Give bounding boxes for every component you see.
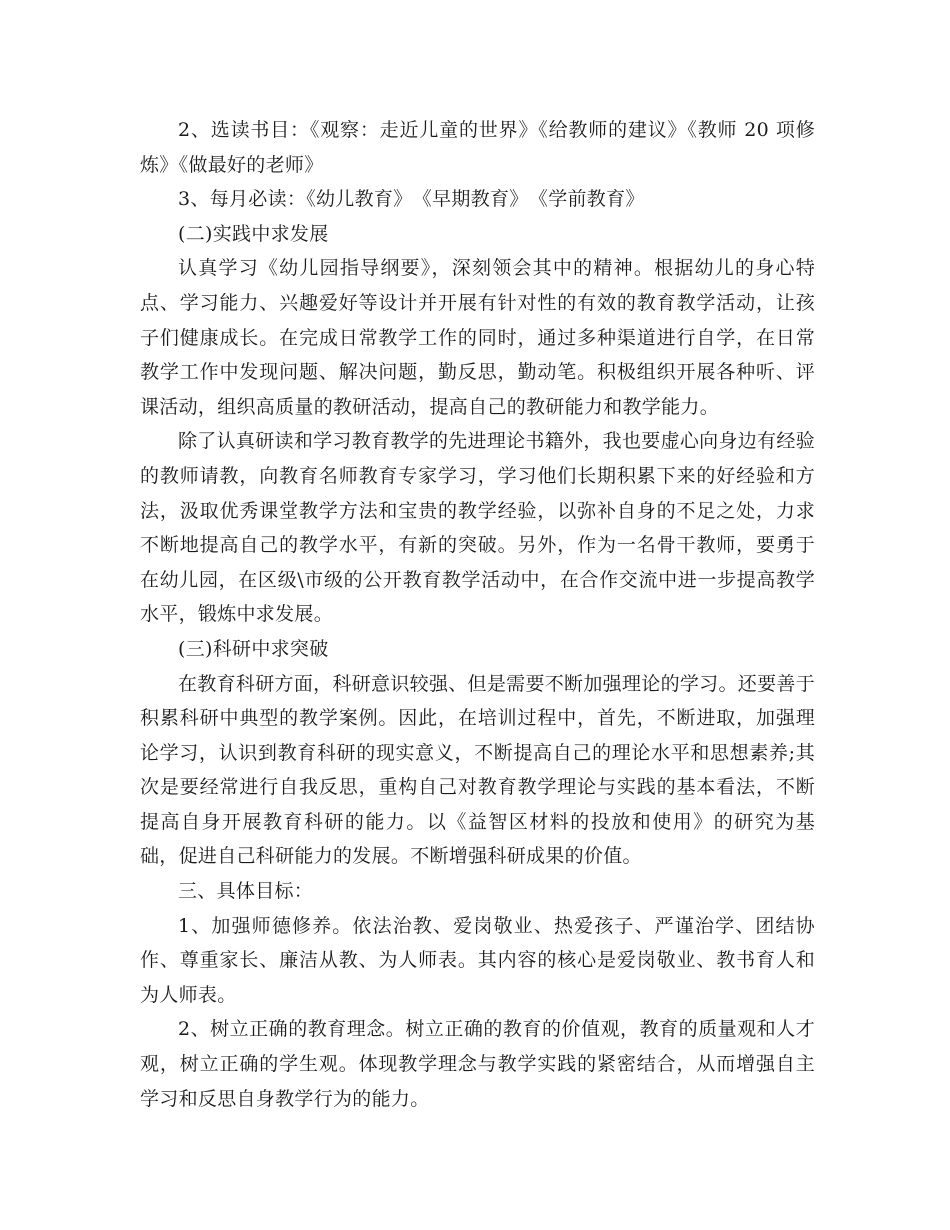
section-heading-research: (三)科研中求突破	[178, 637, 329, 660]
paragraph-monthly-reading: 3、每月必读：《幼儿教育》 《早期教育》 《学前教育》	[178, 188, 645, 211]
paragraph-research: 在教育科研方面，科研意识较强、但是需要不断加强理论的学习。还要善于积累科研中典型的教学案例。因此，在培训过程中，首先，不断进取，加强理论学习，认识到教育科研的现实意义，不断提高自己的理论水平和思想素养;其次是要经常进行自我反思，重构自己对教育教学理论与实践的基本看法，不断提高自身开展教育科研的能力。以《益智区材料的投放和使用》的研究为基础，促进自己科研能力的发展。不断增强科研成果的价值。	[140, 672, 815, 868]
paragraph-practice-2: 除了认真研读和学习教育教学的先进理论书籍外，我也要虚心向身边有经验的教师请教，向教育名师教育专家学习，学习他们长期积累下来的好经验和方法，汲取优秀课堂教学方法和宝贵的教学经验，以弥补自身的不足之处，力求不断地提高自己的教学水平，有新的突破。另外，作为一名骨干教师，要勇于在幼儿园，在区级\市级的公开教育教学活动中，在合作交流中进一步提高教学水平，锻炼中求发展。	[140, 430, 815, 626]
paragraph-goal-2: 2、树立正确的教育理念。树立正确的教育的价值观，教育的质量观和人才观，树立正确的学生观。体现教学理念与教学实践的紧密结合，从而增强自主学习和反思自身教学行为的能力。	[140, 1018, 815, 1110]
paragraph-goal-1: 1、加强师德修养。依法治教、爱岗敬业、热爱孩子、严谨治学、团结协作、尊重家长、廉洁从教、为人师表。其内容的核心是爱岗敬业、教书育人和为人师表。	[140, 914, 815, 1006]
section-heading-practice: (二)实践中求发展	[178, 222, 329, 245]
section-heading-goals: 三、具体目标：	[178, 880, 314, 903]
document-body	[140, 113, 815, 1116]
paragraph-practice-1: 认真学习《幼儿园指导纲要》，深刻领会其中的精神。根据幼儿的身心特点、学习能力、兴趣爱好等设计并开展有针对性的有效的教育教学活动，让孩子们健康成长。在完成日常教学工作的同时，通过多种渠道进行自学，在日常教学工作中发现问题、解决问题，勤反思，勤动笔。积极组织开展各种听、评课活动，组织高质量的教研活动，提高自己的教研能力和教学能力。	[140, 257, 815, 418]
paragraph-optional-reading: 2、选读书目：《观察：走近儿童的世界》《给教师的建议》《教师 20 项修炼》《做最好的老师》	[140, 119, 815, 176]
